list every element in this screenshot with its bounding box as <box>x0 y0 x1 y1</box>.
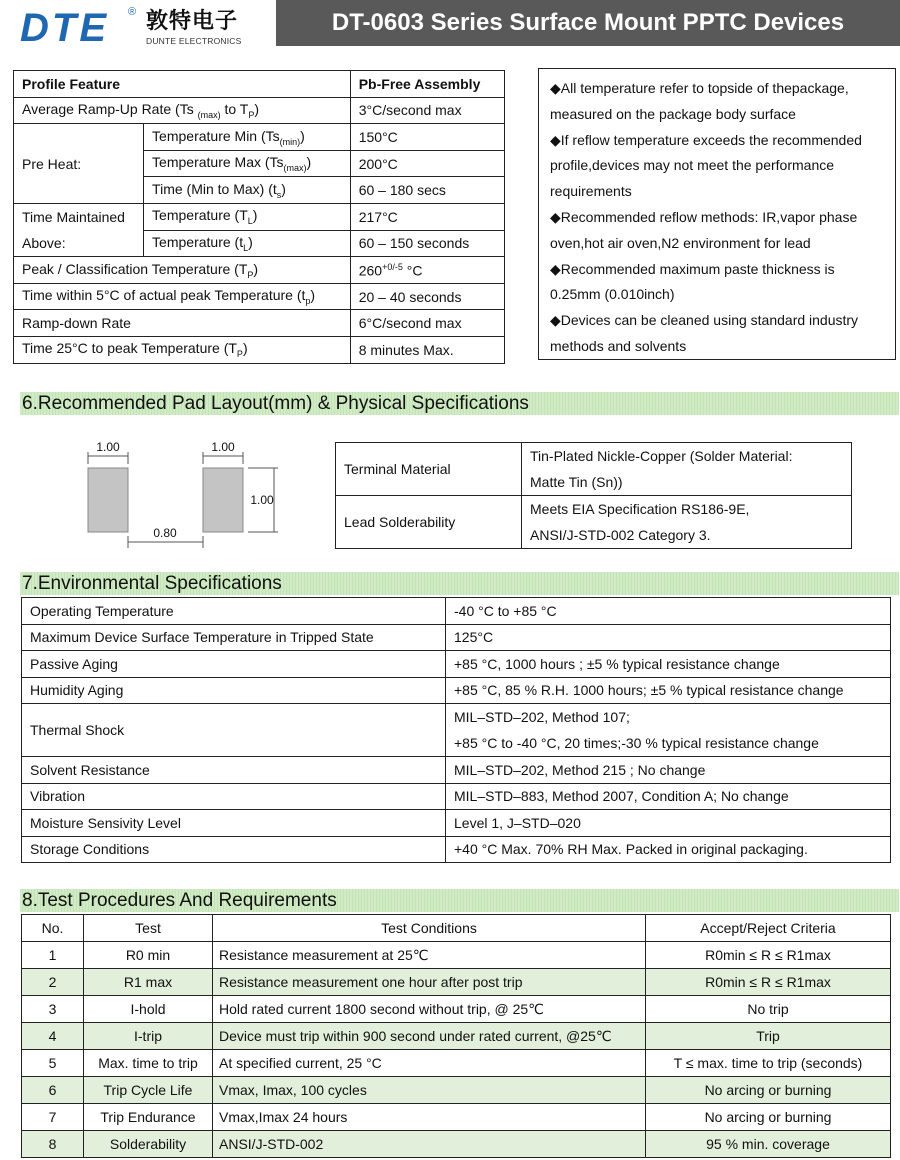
registered-mark: ® <box>128 6 137 18</box>
row-label: Temperature $(t_L)$ <box>144 230 351 257</box>
table-header-row <box>14 71 505 98</box>
group-label-preheat: Pre Heat: <box>14 124 144 204</box>
row-value: 200°C <box>350 150 504 177</box>
header-profile-feature: Profile Feature <box>14 71 351 98</box>
section-heading-test-procedures: 8.Test Procedures And Requirements <box>20 889 899 912</box>
table-row <box>14 310 505 337</box>
table-row: 1 R0 min Resistance measurement at 25℃ R0min ≤ R ≤ R1max <box>22 942 891 969</box>
table-row <box>14 257 505 284</box>
row-label: Temperature Max $(Ts_{(max)})$ <box>144 150 351 177</box>
row-value: 150°C <box>350 124 504 151</box>
table-row: 4 I-trip Device must trip within 900 second under rated current, @25℃ Trip <box>22 1023 891 1050</box>
group-label-time-maintained: Time Maintained Above: <box>14 203 144 256</box>
document-title: DT-0603 Series Surface Mount PPTC Devices <box>276 0 900 46</box>
table-row: 5 Max. time to trip At specified current, 25 °C T ≤ max. time to trip (seconds) <box>22 1050 891 1077</box>
reflow-notes-box <box>538 68 896 360</box>
row-label: Temperature $(T_L)$ <box>144 203 351 230</box>
table-row <box>14 283 505 310</box>
note-item: ◆Recommended reflow methods: IR,vapor phase oven,hot air oven,N2 environment for lead <box>550 208 858 251</box>
row-value: Tin-Plated Nickle-Copper (Solder Material: Matte Tin (Sn)) <box>522 443 852 496</box>
row-label: Terminal Material <box>336 443 522 496</box>
row-label: Temperature Min $(Ts_{(min)})$ <box>144 124 351 151</box>
dim-height: 1.00 <box>250 493 274 507</box>
row-value: $260^{+0/-5}$ °C <box>350 257 504 284</box>
table-row: 3 I-hold Hold rated current 1800 second without trip, @ 25℃ No trip <box>22 996 891 1023</box>
note-item: ◆Devices can be cleaned using standard industry methods and solvents <box>550 312 859 354</box>
table-row: 2 R1 max Resistance measurement one hour after post trip R0min ≤ R ≤ R1max <box>22 969 891 996</box>
header-pb-free: Pb-Free Assembly <box>350 71 504 98</box>
row-value: 217°C <box>350 203 504 230</box>
table-row: Vibration MIL–STD–883, Method 2007, Condition A; No change <box>22 783 891 810</box>
row-value: 8 minutes Max. <box>350 336 504 363</box>
table-row: Maximum Device Surface Temperature in Tripped State 125°C <box>22 624 891 651</box>
table-header-row: No. Test Test Conditions Accept/Reject Criteria <box>22 915 891 942</box>
environmental-spec-table <box>21 597 891 863</box>
logo-chinese-name: 敦特电子 <box>146 9 239 34</box>
logo-english-name: DUNTE ELECTRONICS <box>146 36 242 46</box>
physical-spec-table <box>335 442 852 549</box>
table-row <box>14 203 505 230</box>
note-item: ◆If reflow temperature exceeds the recommended profile,devices may not meet the performance requirements <box>550 131 862 200</box>
company-logo <box>20 6 260 50</box>
row-value: 6°C/second max <box>350 310 504 337</box>
row-label: Time 25°C to peak Temperature $(T_P)$ <box>14 336 351 363</box>
table-row: Storage Conditions +40 °C Max. 70% RH Max. Packed in original packaging. <box>22 836 891 863</box>
dim-width-right: 1.00 <box>211 440 235 454</box>
table-row: 7 Trip Endurance Vmax,Imax 24 hours No arcing or burning <box>22 1104 891 1131</box>
dim-width-left: 1.00 <box>96 440 120 454</box>
table-row: Solvent Resistance MIL–STD–202, Method 215 ; No change <box>22 757 891 784</box>
row-value: Meets EIA Specification RS186-9E, ANSI/J-STD-002 Category 3. <box>522 496 852 549</box>
row-value: 3°C/second max <box>350 97 504 124</box>
reflow-profile-table <box>13 70 505 364</box>
row-value: 20 – 40 seconds <box>350 283 504 310</box>
left-pad <box>88 468 128 532</box>
row-value: 60 – 180 secs <box>350 177 504 204</box>
table-row <box>14 336 505 363</box>
section-heading-pad-layout: 6.Recommended Pad Layout(mm) & Physical Specifications <box>20 392 899 415</box>
row-label: Average Ramp-Up Rate (Ts $_{(max)}$ to $T_P$) <box>14 97 351 124</box>
test-procedures-table <box>21 914 891 1158</box>
logo-mark: DTE <box>20 6 109 50</box>
table-row <box>336 443 852 496</box>
dim-gap: 0.80 <box>153 526 177 540</box>
table-row: Thermal Shock MIL–STD–202, Method 107; +85 °C to -40 °C, 20 times;-30 % typical resistance change <box>22 704 891 757</box>
table-row: Passive Aging +85 °C, 1000 hours ; ±5 % typical resistance change <box>22 651 891 678</box>
table-row <box>336 496 852 549</box>
row-label: Peak / Classification Temperature $(T_P)$ <box>14 257 351 284</box>
table-row: 8 Solderability ANSI/J-STD-002 95 % min. coverage <box>22 1131 891 1158</box>
row-label: Time (Min to Max) $(t_s)$ <box>144 177 351 204</box>
pad-layout-diagram <box>70 432 290 550</box>
row-value: 60 – 150 seconds <box>350 230 504 257</box>
note-item: ◆Recommended maximum paste thickness is 0.25mm (0.010inch) <box>550 260 835 303</box>
right-pad <box>203 468 243 532</box>
table-row: 6 Trip Cycle Life Vmax, Imax, 100 cycles No arcing or burning <box>22 1077 891 1104</box>
row-label: Lead Solderability <box>336 496 522 549</box>
table-row: Moisture Sensivity Level Level 1, J–STD–020 <box>22 810 891 837</box>
table-row <box>14 124 505 151</box>
section-heading-environmental: 7.Environmental Specifications <box>20 572 899 595</box>
table-row <box>14 97 505 124</box>
row-label: Time within 5°C of actual peak Temperature $(t_p)$ <box>14 283 351 310</box>
row-label: Ramp-down Rate <box>14 310 351 337</box>
table-row: Operating Temperature -40 °C to +85 °C <box>22 598 891 625</box>
note-item: ◆All temperature refer to topside of thepackage, measured on the package body surface <box>550 80 849 122</box>
table-row: Humidity Aging +85 °C, 85 % R.H. 1000 hours; ±5 % typical resistance change <box>22 677 891 704</box>
